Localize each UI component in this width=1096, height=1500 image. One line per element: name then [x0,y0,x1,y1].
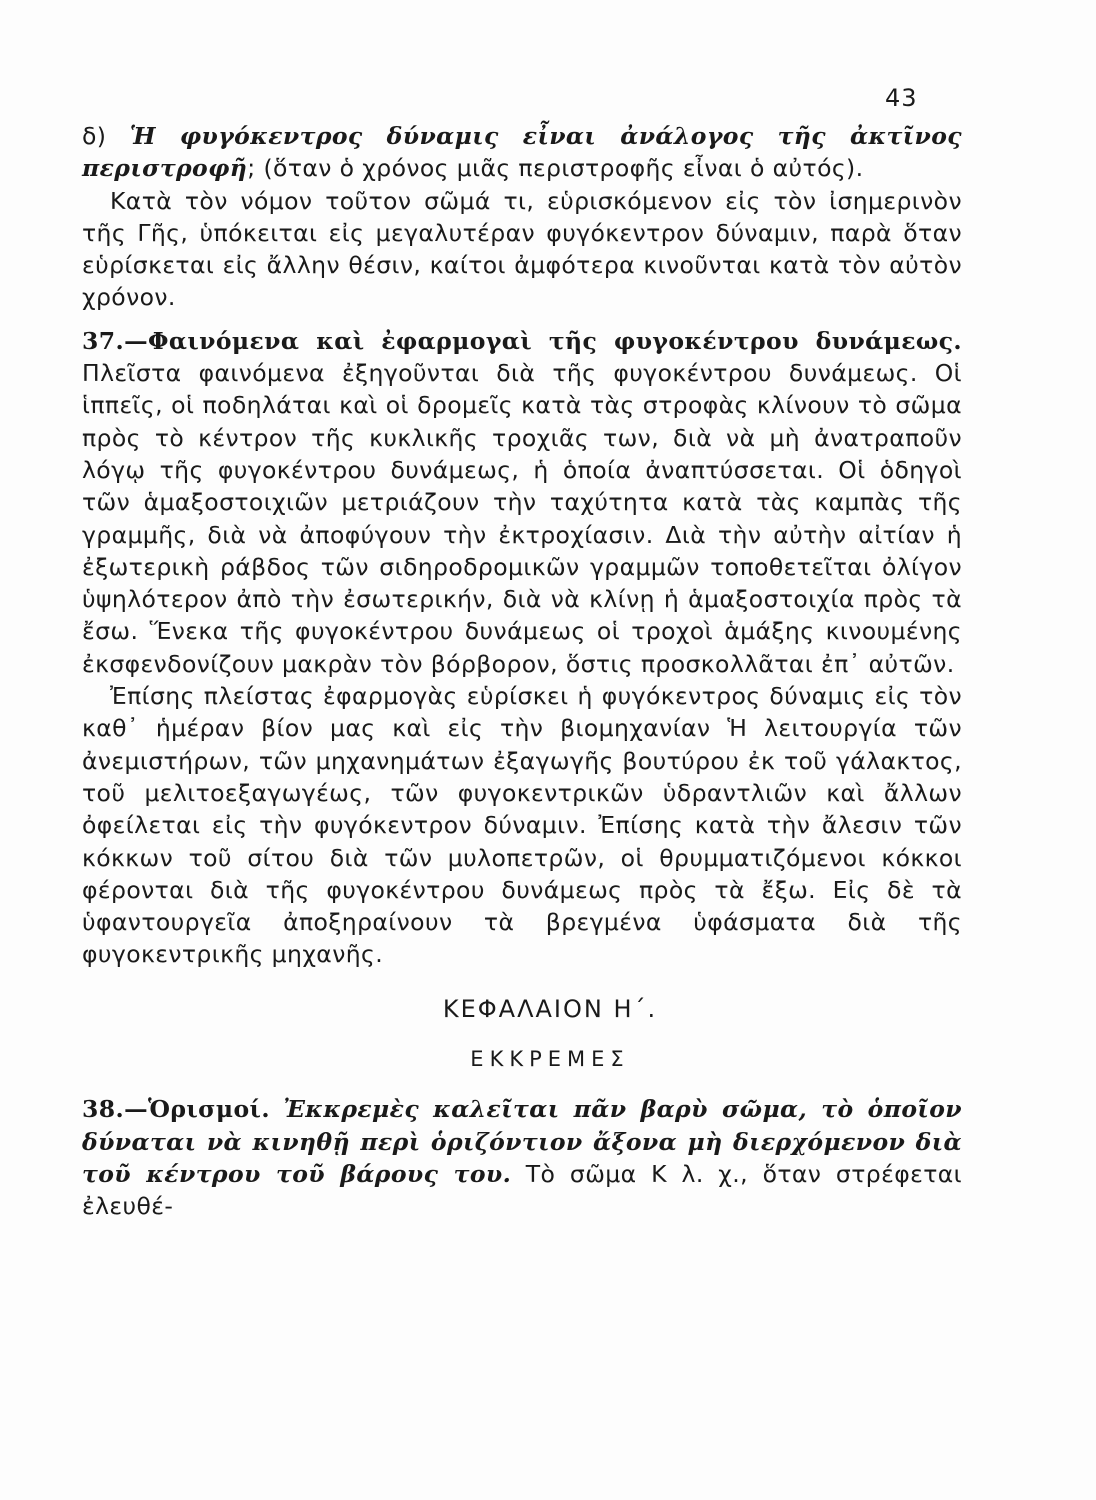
section-37-number: 37.— [82,326,148,355]
paragraph-rule-d [82,120,962,185]
chapter-title: ΕΚΚΡΕΜΕΣ [470,1047,630,1072]
rule-prefix: δ) [82,122,130,150]
section-38-number: 38.— [82,1095,148,1124]
section-38 [82,1093,962,1222]
section-38-rest: Τὸ σῶμα Κ λ. χ., ὅταν στρέφεται ἐλευθέ- [82,1159,962,1221]
rule-rest: ; (ὅταν ὁ χρόνος μιᾶς περιστροφῆς εἶναι ὁ αὐτός). [247,154,864,183]
section-37-title: Φαινόμενα καὶ ἐφαρμογαὶ τῆς φυγοκέντρου δυνάμεως. [147,326,962,355]
page-content [82,120,962,1223]
section-38-definition: Ἐκκρεμὲς καλεῖται πᾶν βαρὺ σῶμα, τὸ ὁποῖον δύναται νὰ κινηθῇ περὶ ὁριζόντιον ἄξονα μὴ διερχόμενον διὰ τοῦ κέντρου τοῦ βάρους του. [82,1095,962,1188]
page-number: 43 [885,84,918,112]
section-37-paragraph-2: Ἐπίσης πλείστας ἐφαρμογὰς εὑρίσκει ἡ φυγόκεντρος δύναμις εἰς τὸν καθ᾽ ἡμέραν βίον μας καὶ εἰς τὴν βιομηχανίαν Ἡ λειτουργία τῶν ἀνεμιστήρων, τῶν μηχανημάτων ἐξαγωγῆς βουτύρου ἐκ τοῦ γάλακτος, τοῦ μελιτοεξαγωγέως, τῶν φυγοκεντρικῶν ὑδραντλιῶν καὶ ἄλλων ὀφείλεται εἰς τὴν φυγόκεντρον δύναμιν. Ἐπίσης κατὰ τὴν ἄλεσιν τῶν κόκκων τοῦ σίτου διὰ τῶν μυλοπετρῶν, οἱ θρυμματιζόμενοι κόκκοι φέρονται διὰ τῆς φυγοκέντρου δυνάμεως πρὸς τὰ ἔξω. Εἰς δὲ τὰ ὑφαντουργεῖα ἀποξηραίνουν τὰ βρεγμένα ὑφάσματα διὰ τῆς φυγοκεντρικῆς μηχανῆς. [82,682,962,969]
section-37-body: Πλεῖστα φαινόμενα ἐξηγοῦνται διὰ τῆς φυγοκέντρου δυνάμεως. Οἱ ἱππεῖς, οἱ ποδηλάται καὶ οἱ δρομεῖς κατὰ τὰς στροφὰς κλίνουν τὸ σῶμα πρὸς τὸ κέντρον τῆς κυκλικῆς τροχιᾶς των, διὰ νὰ μὴ ἀνατραποῦν λόγῳ τῆς φυγοκέντρου δυνάμεως, ἡ ὁποία ἀναπτύσσεται. Οἱ ὁδηγοὶ τῶν ἁμαξοστοιχιῶν μετριάζουν τὴν ταχύτητα κατὰ τὰς καμπὰς τῆς γραμμῆς, διὰ νὰ ἀποφύγουν τὴν ἐκτροχίασιν. Διὰ τὴν αὐτὴν αἰτίαν ἡ ἐξωτερικὴ ράβδος τῶν σιδηροδρομικῶν γραμμῶν τοποθετεῖται ὀλίγον ὑψηλότερον ἀπὸ τὴν ἐσωτερικήν, διὰ νὰ κλίνῃ ἡ ἁμαξοστοιχία πρὸς τὰ ἔσω. Ἕνεκα τῆς φυγοκέντρου δυνάμεως οἱ τροχοὶ ἁμάξης κινουμένης ἐκσφενδονίζουν μακρὰν τὸν βόρβορον, ὅστις προσκολλᾶται ἐπ᾽ αὐτῶν. [82,359,962,678]
chapter-label: ΚΕΦΑΛΑΙΟΝ Η΄. [442,994,658,1023]
section-37 [82,325,962,680]
section-38-title: Ὁρισμοί. [147,1095,270,1124]
rule-emphasis: Ἡ φυγόκεντρος δύναμις εἶναι ἀνάλογος τῆς ἀκτῖνος περιστροφῆ [82,122,962,183]
paragraph-equator: Κατὰ τὸν νόμον τοῦτον σῶμά τι, εὑρισκόμενον εἰς τὸν ἰσημερινὸν τῆς Γῆς, ὑπόκειται εἰς μεγαλυτέραν φυγόκεντρον δύναμιν, παρὰ ὅταν εὑρίσκεται εἰς ἄλλην θέσιν, καίτοι ἀμφότερα κινοῦνται κατὰ τὸν αὐτὸν χρόνον. [82,186,962,312]
